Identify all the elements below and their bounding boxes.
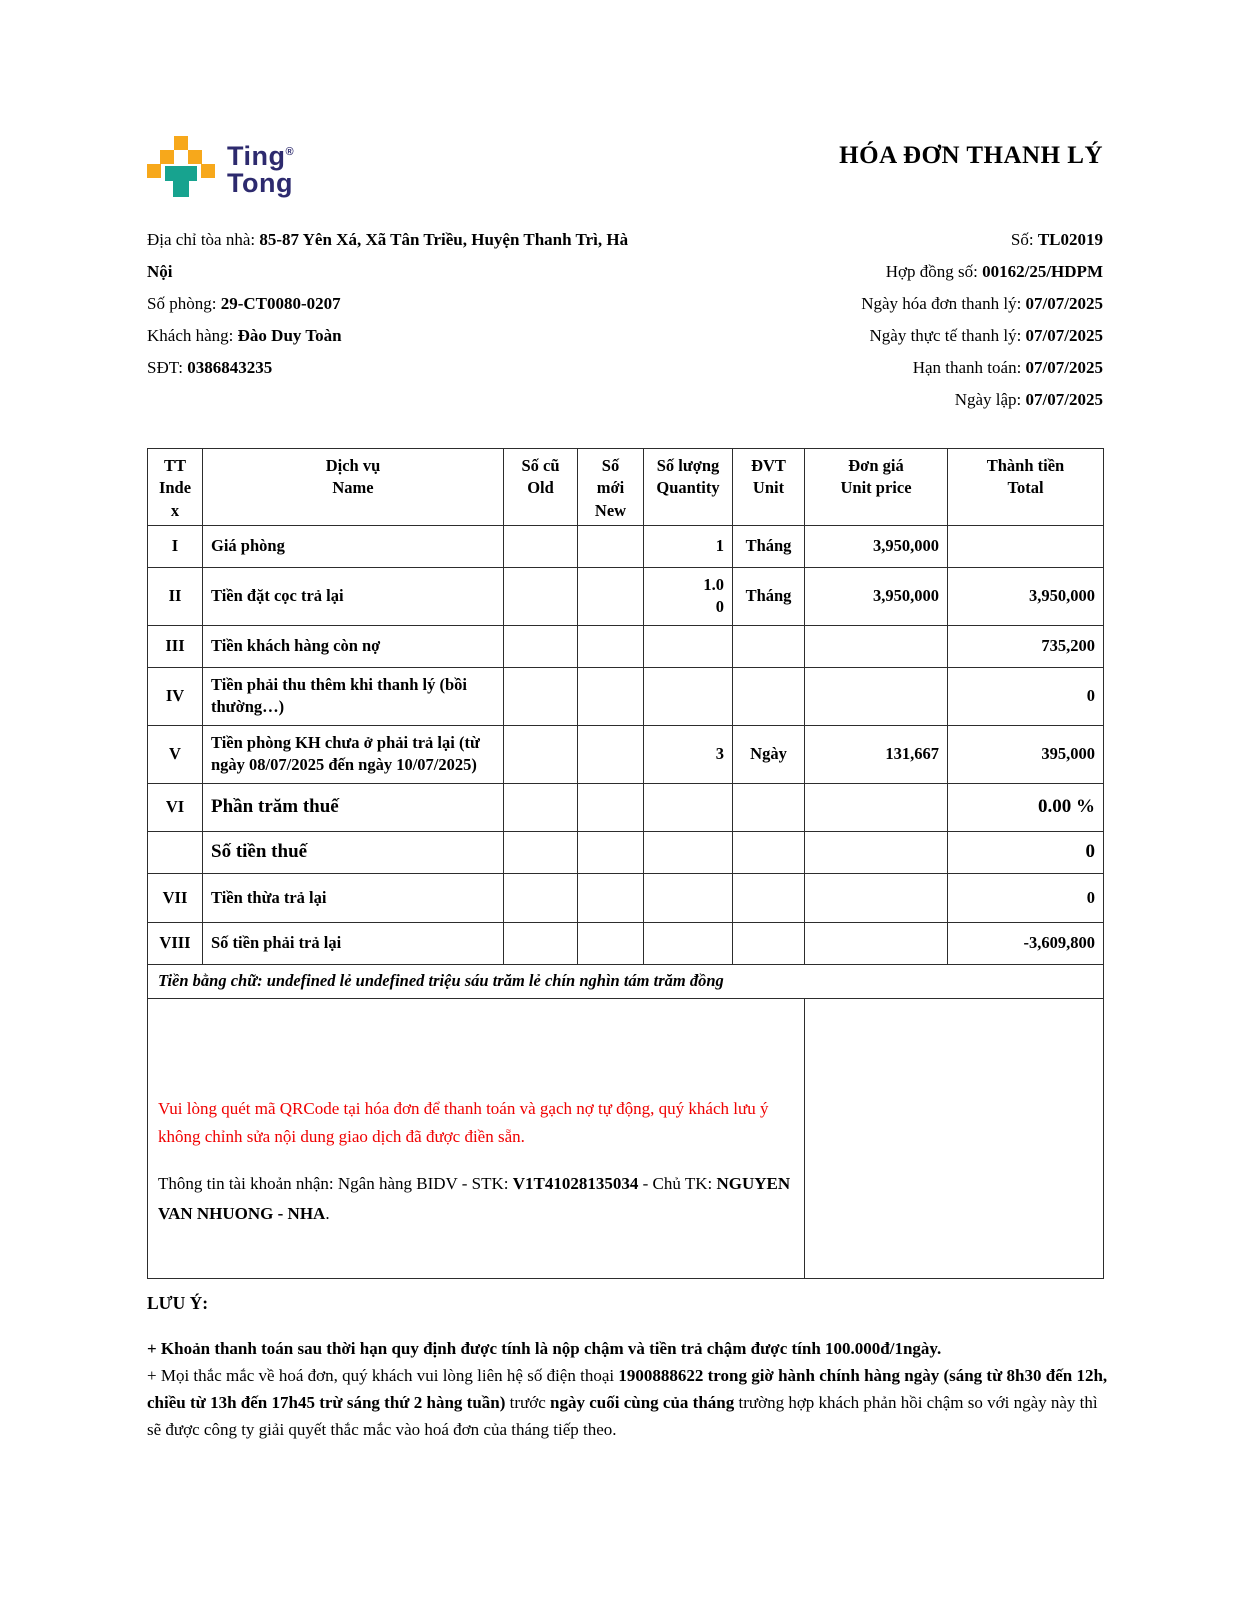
cell-index: I: [148, 525, 203, 567]
table-row: [148, 783, 1104, 831]
info-label: Ngày thực tế thanh lý:: [869, 326, 1026, 345]
note-paragraph: [147, 1336, 1109, 1363]
cell-total: 0: [948, 667, 1104, 725]
info-line: [861, 352, 1103, 384]
cell-old: [504, 725, 578, 783]
info-value: 07/07/2025: [1025, 390, 1103, 409]
amount-in-words-row: [148, 964, 1104, 998]
info-line: [147, 224, 652, 288]
cell-name: Tiền phải thu thêm khi thanh lý (bồi thường…): [203, 667, 504, 725]
cell-qty: [644, 667, 733, 725]
cell-new: [578, 625, 644, 667]
registered-mark: ®: [285, 146, 295, 158]
note-paragraph: [147, 1363, 1109, 1444]
cell-unit: [733, 922, 805, 964]
cell-price: [805, 625, 948, 667]
payment-info-cell: [148, 998, 805, 1278]
cell-unit: [733, 831, 805, 873]
cell-price: 3,950,000: [805, 525, 948, 567]
cell-name: Tiền phòng KH chưa ở phải trả lại (từ ngày 08/07/2025 đến ngày 10/07/2025): [203, 725, 504, 783]
cell-name: Phần trăm thuế: [203, 783, 504, 831]
cell-index: VII: [148, 873, 203, 922]
info-value: 85-87 Yên Xá, Xã Tân Triều, Huyện Thanh Trì, Hà Nội: [147, 230, 629, 281]
info-value: Đào Duy Toàn: [237, 326, 342, 345]
cell-name: Tiền đặt cọc trả lại: [203, 567, 504, 625]
notes-paragraphs: [147, 1336, 1109, 1443]
cell-index: [148, 831, 203, 873]
info-value: TL02019: [1037, 230, 1103, 249]
cell-name: Tiền thừa trả lại: [203, 873, 504, 922]
text-segment: trường hợp khách phản hồi chậm so với ngày này thì sẽ được công ty giải quyết thắc mắc vào hoá đơn của tháng tiếp theo.: [147, 1392, 1098, 1439]
info-value: 07/07/2025: [1025, 358, 1103, 377]
cell-new: [578, 783, 644, 831]
cell-price: 3,950,000: [805, 567, 948, 625]
cell-new: [578, 922, 644, 964]
table-body: [148, 525, 1104, 964]
column-header: Số mới New: [578, 449, 644, 526]
tingtong-pixel-arrow-icon: [147, 136, 215, 200]
cell-index: II: [148, 567, 203, 625]
cell-qty: [644, 567, 733, 625]
cell-index: V: [148, 725, 203, 783]
text-segment: - Chủ TK:: [638, 1173, 717, 1193]
info-label: Hạn thanh toán:: [912, 358, 1026, 377]
quantity-value: 3: [715, 744, 724, 764]
info-label: Ngày hóa đơn thanh lý:: [861, 294, 1026, 313]
logo-line1: Ting: [227, 141, 286, 171]
cell-index: VIII: [148, 922, 203, 964]
bank-account-info: [158, 1169, 792, 1230]
info-line: [147, 352, 652, 384]
cell-total: 0: [948, 831, 1104, 873]
info-label: Khách hàng:: [147, 326, 238, 345]
cell-new: [578, 525, 644, 567]
cell-total: 395,000: [948, 725, 1104, 783]
info-value: 0386843235: [187, 358, 273, 377]
document-title: HÓA ĐƠN THANH LÝ: [839, 142, 1103, 169]
column-header: Số cũ Old: [504, 449, 578, 526]
quantity-value: 1: [715, 536, 724, 556]
info-label: Số:: [1010, 230, 1038, 249]
cell-qty: [644, 725, 733, 783]
text-segment-bold: ngày cuối cùng của tháng: [550, 1392, 735, 1412]
cell-unit: [733, 625, 805, 667]
column-header: TT Index: [148, 449, 203, 526]
payment-info-row: [148, 998, 1104, 1278]
cell-total: [948, 525, 1104, 567]
cell-unit: Tháng: [733, 525, 805, 567]
invoice-info: [147, 224, 1103, 416]
cell-index: IV: [148, 667, 203, 725]
info-label: Số phòng:: [147, 294, 221, 313]
column-header: Thành tiền Total: [948, 449, 1104, 526]
cell-old: [504, 525, 578, 567]
customer-info-block: [147, 224, 652, 416]
info-line: [861, 224, 1103, 256]
invoice-line-items-table: [147, 448, 1104, 1279]
cell-name: Giá phòng: [203, 525, 504, 567]
tingtong-logo: [147, 136, 294, 200]
text-segment: trước: [505, 1392, 551, 1412]
footer-notes: [147, 1293, 1109, 1443]
invoice-meta-block: [861, 224, 1103, 416]
column-header: ĐVT Unit: [733, 449, 805, 526]
cell-price: [805, 831, 948, 873]
cell-new: [578, 831, 644, 873]
cell-name: Số tiền thuế: [203, 831, 504, 873]
info-label: Hợp đồng số:: [885, 262, 983, 281]
table-row: [148, 725, 1104, 783]
cell-old: [504, 831, 578, 873]
cell-total: 0.00 %: [948, 783, 1104, 831]
text-segment-bold: + Khoản thanh toán sau thời hạn quy định được tính là nộp chậm và tiền trả chậm được tính 100.000đ/1ngày.: [147, 1339, 942, 1358]
cell-unit: [733, 873, 805, 922]
cell-total: -3,609,800: [948, 922, 1104, 964]
cell-total: 3,950,000: [948, 567, 1104, 625]
cell-price: [805, 783, 948, 831]
cell-qty: [644, 525, 733, 567]
cell-qty: [644, 783, 733, 831]
info-line: [147, 288, 652, 320]
cell-qty: [644, 625, 733, 667]
table-row: [148, 625, 1104, 667]
table-row: [148, 525, 1104, 567]
column-header: Đơn giá Unit price: [805, 449, 948, 526]
cell-total: 735,200: [948, 625, 1104, 667]
amount-in-words: Tiền bằng chữ: undefined lẻ undefined triệu sáu trăm lẻ chín nghìn tám trăm đồng: [148, 964, 1104, 998]
cell-name: Số tiền phải trả lại: [203, 922, 504, 964]
column-header: Dịch vụ Name: [203, 449, 504, 526]
cell-new: [578, 725, 644, 783]
cell-old: [504, 667, 578, 725]
info-label: Ngày lập:: [954, 390, 1026, 409]
cell-name: Tiền khách hàng còn nợ: [203, 625, 504, 667]
info-label: Địa chỉ tòa nhà:: [147, 230, 260, 249]
column-header: Số lượng Quantity: [644, 449, 733, 526]
cell-total: 0: [948, 873, 1104, 922]
text-segment: .: [325, 1204, 330, 1224]
cell-qty: [644, 831, 733, 873]
cell-new: [578, 667, 644, 725]
logo-line2: Tong: [227, 168, 293, 198]
text-segment-bold: V1T41028135034: [512, 1173, 639, 1193]
cell-old: [504, 625, 578, 667]
table-row: [148, 667, 1104, 725]
table-row: [148, 873, 1104, 922]
info-line: [861, 320, 1103, 352]
cell-new: [578, 873, 644, 922]
info-label: SĐT:: [147, 358, 188, 377]
tingtong-wordmark: [227, 139, 294, 197]
cell-unit: Ngày: [733, 725, 805, 783]
info-line: [147, 320, 652, 352]
info-value: 29-CT0080-0207: [220, 294, 341, 313]
table-row: [148, 567, 1104, 625]
cell-qty: [644, 873, 733, 922]
info-value: 07/07/2025: [1025, 294, 1103, 313]
cell-index: VI: [148, 783, 203, 831]
info-value: 07/07/2025: [1025, 326, 1103, 345]
cell-unit: Tháng: [733, 567, 805, 625]
table-header-row: [148, 449, 1104, 526]
text-segment-bold: NGUYEN VAN NHUONG - NHA: [158, 1173, 791, 1224]
cell-old: [504, 922, 578, 964]
text-segment: Thông tin tài khoản nhận: Ngân hàng BIDV - STK:: [158, 1173, 513, 1193]
cell-index: III: [148, 625, 203, 667]
info-line: [861, 384, 1103, 416]
notes-heading: LƯU Ý:: [147, 1293, 209, 1313]
cell-price: 131,667: [805, 725, 948, 783]
header-row: [148, 449, 1104, 526]
cell-price: [805, 922, 948, 964]
cell-old: [504, 873, 578, 922]
cell-unit: [733, 667, 805, 725]
cell-unit: [733, 783, 805, 831]
cell-old: [504, 567, 578, 625]
qr-payment-note: Vui lòng quét mã QRCode tại hóa đơn để thanh toán và gạch nợ tự động, quý khách lưu ý không chỉnh sửa nội dung giao dịch đã được điền sẵn.: [158, 1098, 769, 1146]
info-line: [861, 288, 1103, 320]
cell-qty: [644, 922, 733, 964]
quantity-value: 1.00: [703, 575, 724, 617]
info-value: 00162/25/HDPM: [982, 262, 1103, 281]
text-segment-bold: 1900888622 trong giờ hành chính hàng ngày (sáng từ 8h30 đến 12h, chiều từ 13h đến 17h45 trừ sáng thứ 2 hàng tuần): [147, 1365, 1108, 1412]
info-line: [861, 256, 1103, 288]
cell-old: [504, 783, 578, 831]
qr-code-placeholder-cell: [805, 998, 1104, 1278]
table-row: [148, 922, 1104, 964]
cell-new: [578, 567, 644, 625]
text-segment: + Mọi thắc mắc về hoá đơn, quý khách vui lòng liên hệ số điện thoại: [147, 1365, 619, 1385]
cell-price: [805, 667, 948, 725]
table-row: [148, 831, 1104, 873]
cell-price: [805, 873, 948, 922]
